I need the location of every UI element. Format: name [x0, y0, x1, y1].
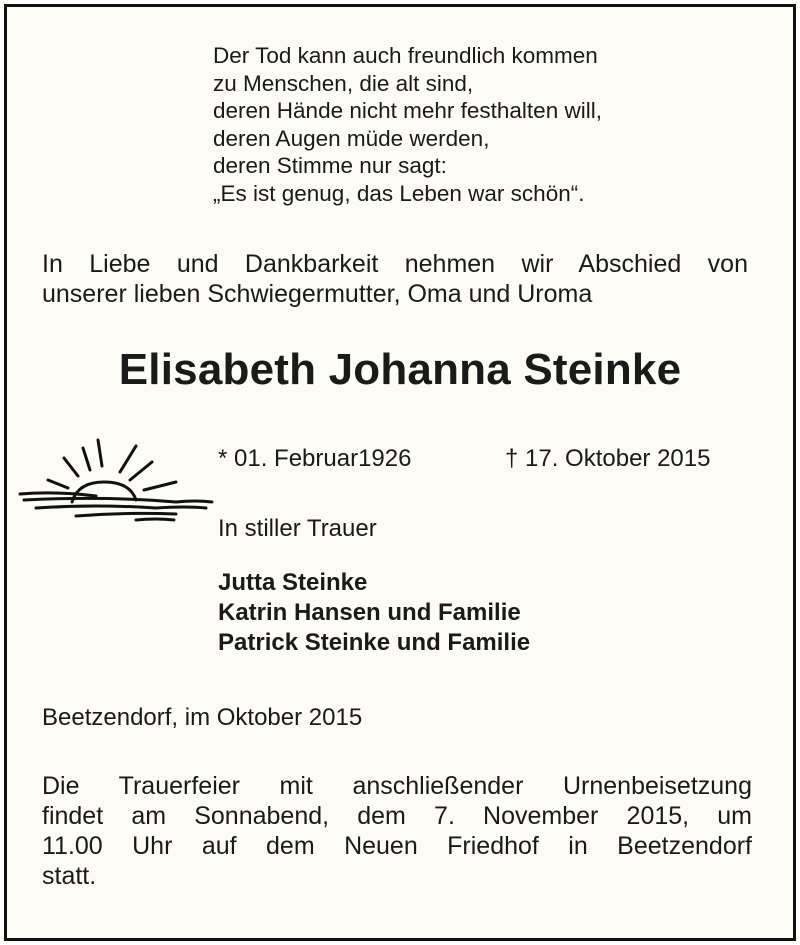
- deceased-name: Elisabeth Johanna Steinke: [118, 345, 682, 394]
- poem-line: deren Augen müde werden,: [213, 125, 490, 151]
- poem-line: deren Stimme nur sagt:: [213, 153, 447, 178]
- mourner: Jutta Steinke: [218, 569, 368, 596]
- funeral-line: findet am Sonnabend, dem 7. November 2015, um: [42, 802, 752, 830]
- poem-line: „Es ist genug, das Leben war schön“.: [213, 180, 585, 206]
- mourner: Patrick Steinke und Familie: [218, 629, 531, 656]
- mourning-label: In stiller Trauer: [218, 515, 377, 542]
- poem-line: Der Tod kann auch freundlich kommen: [213, 43, 598, 68]
- mourner: Katrin Hansen und Familie: [218, 599, 521, 626]
- poem-line: zu Menschen, die alt sind,: [213, 70, 474, 96]
- intro-line: unserer lieben Schwiegermutter, Oma und Uroma: [42, 280, 593, 308]
- funeral-notice: [42, 771, 752, 891]
- funeral-line: 11.00 Uhr auf dem Neuen Friedhof in Beetzendorf: [42, 832, 752, 860]
- death-date: † 17. Oktober 2015: [505, 445, 711, 472]
- poem-line: deren Hände nicht mehr festhalten will,: [213, 98, 602, 123]
- intro-line: In Liebe und Dankbarkeit nehmen wir Abschied von: [42, 250, 748, 278]
- place-date: Beetzendorf, im Oktober 2015: [42, 704, 363, 731]
- mourners-list: [218, 568, 530, 658]
- birth-date: * 01. Februar1926: [218, 445, 412, 472]
- intro-text: [42, 249, 748, 309]
- funeral-line: statt.: [42, 862, 97, 890]
- poem: [213, 42, 602, 207]
- funeral-line: Die Trauerfeier mit anschließender Urnenbeisetzung: [42, 772, 752, 800]
- setting-sun-icon: [16, 436, 216, 531]
